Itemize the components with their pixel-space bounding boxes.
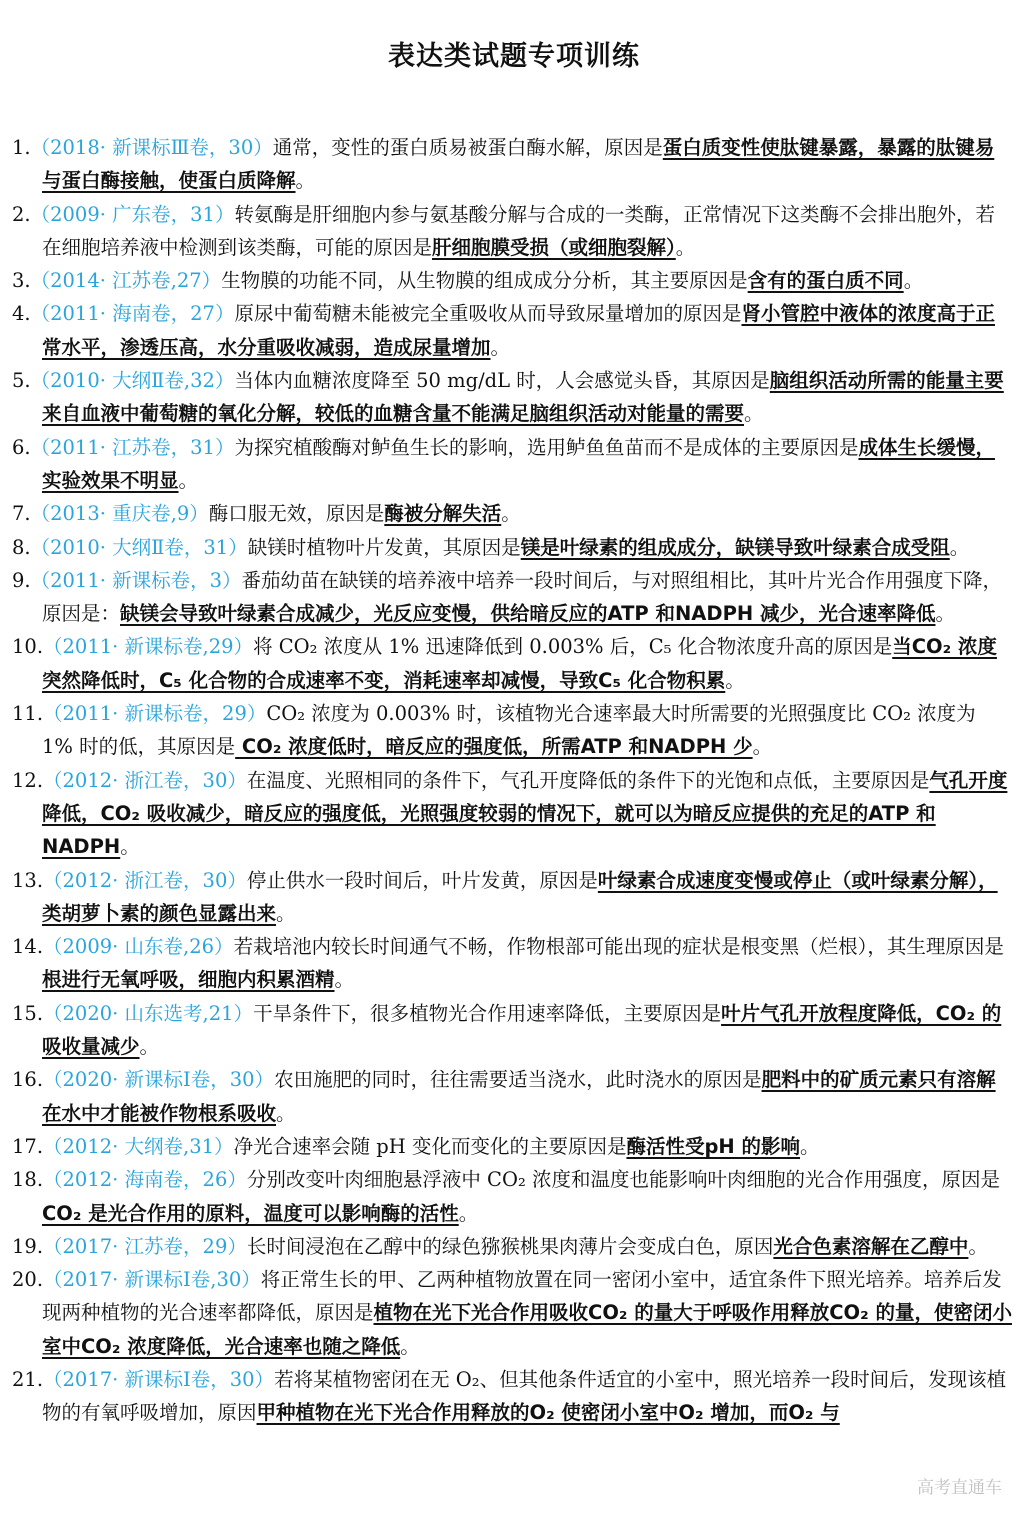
question-item [12,1263,1012,1363]
question-end: 。 [968,1234,988,1258]
question-number: 11. [12,702,44,726]
question-answer: 脑组织活动所需的能量主要来自血液中葡萄糖的氧化分解，较低的血糖含量不能满足脑组织活动对能量的需要 [42,369,1004,426]
question-end: 。 [295,169,316,193]
question-source: （2017· 江苏卷，29） [43,1234,247,1258]
question-source: （2011· 新课标卷,29） [43,635,254,659]
question-source: （2014· 江苏卷,27） [30,269,222,293]
question-end: 。 [276,901,296,925]
question-text: 原尿中葡萄糖未能被完全重吸收从而导致尿量增加的原因是 [234,302,742,326]
question-item [12,997,1012,1064]
question-source: （2009· 山东卷,26） [43,935,234,959]
question-end: 。 [501,502,521,526]
question-text: 农田施肥的同时，往往需要适当浇水，此时浇水的原因是 [274,1068,762,1092]
question-answer: 叶绿素合成速度变慢或停止（或叶绿素分解），类胡萝卜素的颜色显露出来 [42,868,998,925]
question-answer: 肾小管腔中液体的浓度高于正常水平，渗透压高，水分重吸收减弱，造成尿量增加 [42,302,995,359]
question-item [12,1063,1012,1130]
question-text: 若将某植物密闭在无 O₂、但其他条件适宜的小室中，照光培养一段时间后，发现该植物的有氧呼吸增加，原因 [42,1367,1007,1425]
question-number: 9. [12,568,31,592]
question-text: 通常，变性的蛋白质易被蛋白酶水解，原因是 [272,136,663,159]
question-answer: 蛋白质变性使肽键暴露，暴露的肽键易与蛋白酶接触，使蛋白质降解 [42,136,995,193]
question-number: 3. [12,269,31,293]
question-answer: 含有的蛋白质不同 [747,269,904,293]
question-source: （2012· 浙江卷，30） [43,768,247,792]
question-text: CO₂ 浓度为 0.003% 时，该植物光合速率最大时所需要的光照强度比 CO₂ 浓度为 1% 时的低，其原因是 [42,702,976,759]
question-answer: CO₂ 浓度低时，暗反应的强度低，所需ATP 和NADPH 少 [235,735,753,759]
question-item [12,364,1012,431]
question-item [12,1130,1012,1163]
question-answer: 根进行无氧呼吸，细胞内积累酒精 [42,968,335,992]
question-answer: 甲种植物在光下光合作用释放的O₂ 使密闭小室中O₂ 增加，而O₂ 与 [256,1401,840,1425]
question-text: 酶口服无效，原因是 [208,502,385,526]
question-item [12,1163,1012,1230]
question-source: （2013· 重庆卷,9） [30,502,209,526]
question-answer: 缺镁会导致叶绿素合成减少，光反应变慢，供给暗反应的ATP 和NADPH 减少，光合速率降低 [120,602,936,626]
question-text: 长时间浸泡在乙醇中的绿色猕猴桃果肉薄片会变成白色，原因 [246,1234,774,1258]
question-number: 8. [12,535,31,559]
question-end: 。 [725,668,745,692]
question-number: 6. [12,435,31,459]
question-text: 转氨酶是肝细胞内参与氨基酸分解与合成的一类酶，正常情况下这类酶不会排出胞外，若在细胞培养液中检测到该类酶，可能的原因是 [42,202,995,259]
question-text: 在温度、光照相同的条件下，气孔开度降低的条件下的光饱和点低，主要原因是 [246,768,930,792]
question-end: 。 [120,835,140,859]
question-answer: 植物在光下光合作用吸收CO₂ 的量大于呼吸作用释放CO₂ 的量，使密闭小室中CO₂ 浓度降低，光合速率也随之降低 [42,1301,1012,1358]
question-item [12,198,1012,265]
question-source: （2011· 新课标卷，3） [30,568,242,592]
question-number: 15. [12,1001,44,1025]
question-item [12,531,1012,564]
question-number: 19. [12,1234,44,1258]
question-source: （2011· 新课标卷，29） [43,702,267,726]
question-end: 。 [334,968,355,992]
question-end: 。 [400,1334,420,1358]
question-text: 净光合速率会随 pH 变化而变化的主要原因是 [233,1134,627,1158]
question-text: 番茄幼苗在缺镁的培养液中培养一段时间后，与对照组相比，其叶片光合作用强度下降，原因是： [42,568,1003,626]
question-text: 将 CO₂ 浓度从 1% 迅速降低到 0.003% 后，C₅ 化合物浓度升高的原因是 [253,635,893,659]
question-item [12,930,1012,997]
question-source: （2020· 新课标Ⅰ卷，30） [43,1068,275,1092]
question-end: 。 [276,1101,296,1125]
question-source: （2017· 新课标Ⅰ卷，30） [43,1367,275,1391]
question-answer: CO₂ 是光合作用的原料，温度可以影响酶的活性 [42,1201,459,1225]
question-answer: 叶片气孔开放程度降低，CO₂ 的吸收量减少 [42,1001,1002,1059]
question-number: 17. [12,1134,44,1158]
watermark: 高考直通车 [917,1478,1002,1498]
question-number: 10. [12,635,44,659]
question-item [12,497,1012,530]
question-number: 7. [12,502,31,526]
question-text: 缺镁时植物叶片发黄，其原因是 [247,535,521,559]
question-end: 。 [490,335,511,359]
question-answer: 酶活性受pH 的影响 [626,1134,801,1158]
question-item [12,697,1012,764]
question-source: （2011· 江苏卷，31） [30,435,235,459]
question-text: 为探究植酸酶对鲈鱼生长的影响，选用鲈鱼鱼苗而不是成体的主要原因是 [234,435,859,459]
question-end: 。 [935,602,955,626]
question-answer: 当CO₂ 浓度突然降低时，C₅ 化合物的合成速率不变，消耗速率却减慢，导致C₅ 化合物积累 [42,635,997,692]
question-source: （2012· 浙江卷，30） [43,868,247,892]
question-end: 。 [949,535,970,559]
question-answer: 酶被分解失活 [384,502,502,526]
question-source: （2012· 大纲卷,31） [43,1134,234,1158]
question-item [12,264,1012,297]
question-item [12,297,1012,364]
question-item [12,630,1012,697]
question-text: 当体内血糖浓度降至 50 mg/dL 时，人会感觉头昏，其原因是 [234,369,770,393]
question-number: 14. [12,935,44,959]
question-number: 13. [12,868,44,892]
question-number: 20. [12,1268,44,1292]
question-number: 5. [12,369,31,393]
question-end: 。 [752,735,773,759]
question-end: 。 [800,1134,820,1158]
question-text: 分别改变叶肉细胞悬浮液中 CO₂ 浓度和温度也能影响叶肉细胞的光合作用强度，原因是 [246,1168,1000,1192]
question-end: 。 [178,468,199,492]
question-source: （2020· 山东选考,21） [43,1001,254,1025]
question-number: 4. [12,302,31,326]
question-item [12,131,1012,198]
question-answer: 成体生长缓慢，实验效果不明显 [42,435,995,492]
question-text: 生物膜的功能不同，从生物膜的组成成分分析，其主要原因是 [221,269,748,293]
question-end: 。 [744,402,764,426]
question-text: 若栽培池内较长时间通气不畅，作物根部可能出现的症状是根变黑（烂根），其生理原因是 [233,935,1004,959]
question-answer: 光合色素溶解在乙醇中 [773,1234,969,1258]
question-source: （2017· 新课标Ⅰ卷,30） [43,1268,261,1292]
question-text: 停止供水一段时间后，叶片发黄，原因是 [246,868,598,892]
question-source: （2018· 新课标Ⅲ卷，30） [30,136,273,159]
question-number: 18. [12,1168,44,1192]
question-answer: 肝细胞膜受损（或细胞裂解） [432,235,676,259]
question-source: （2011· 海南卷，27） [30,302,235,326]
question-number: 12. [12,768,44,792]
question-end: 。 [458,1201,479,1225]
question-item [12,1230,1012,1263]
question-answer: 肥料中的矿质元素只有溶解在水中才能被作物根系吸收 [42,1068,996,1125]
question-item [12,1363,1012,1430]
question-source: （2012· 海南卷，26） [43,1168,247,1192]
question-item [12,431,1012,498]
question-number: 2. [12,202,31,226]
page-title: 表达类试题专项训练 [388,41,640,72]
question-source: （2009· 广东卷，31） [30,202,235,226]
question-text: 将正常生长的甲、乙两种植物放置在同一密闭小室中，适宜条件下照光培养。培养后发现两种植物的光合速率都降低，原因是 [42,1268,1002,1325]
question-answer: 气孔开度降低，CO₂ 吸收减少，暗反应的强度低，光照强度较弱的情况下，就可以为暗反应提供的充足的ATP 和NADPH [42,768,1008,859]
question-source: （2010· 大纲Ⅱ卷，31） [30,535,248,559]
question-item [12,564,1012,631]
question-item [12,864,1012,931]
question-end: 。 [139,1035,160,1059]
question-answer: 镁是叶绿素的组成成分，缺镁导致叶绿素合成受阻 [520,535,950,559]
question-source: （2010· 大纲Ⅱ卷,32） [30,369,235,393]
question-number: 16. [12,1068,44,1092]
question-number: 21. [12,1367,44,1391]
question-list [12,131,1012,1430]
question-end: 。 [903,269,924,293]
question-text: 干旱条件下，很多植物光合作用速率降低，主要原因是 [253,1001,722,1025]
question-end: 。 [675,235,696,259]
question-item [12,764,1012,864]
question-number: 1. [12,136,31,159]
